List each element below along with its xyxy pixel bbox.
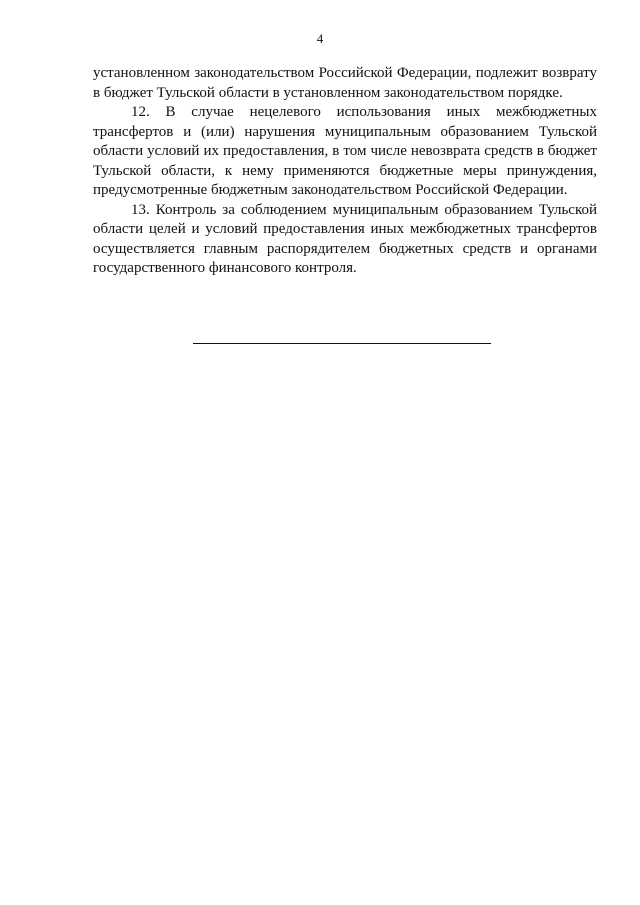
document-end-line	[193, 343, 491, 344]
page-number: 4	[316, 31, 324, 46]
paragraph-12: 12. В случае нецелевого использования иных межбюджетных трансфертов и (или) нарушения муниципальным образованием Тульской области условий их предоставления, в том числе невозврата средств в бюджет Тульской области, к нему применяются бюджетные меры принуждения, предусмотренные бюджетным законодательством Российской Федерации.	[93, 104, 597, 198]
document-body	[93, 64, 597, 279]
paragraph-13: 13. Контроль за соблюдением муниципальным образованием Тульской области целей и условий предоставления иных межбюджетных трансфертов осуществляется главным распорядителем бюджетных средств и органами государственного финансового контроля.	[93, 201, 597, 276]
paragraph-continuation: установленном законодательством Российской Федерации, подлежит возврату в бюджет Тульской области в установленном законодательством порядке.	[93, 65, 597, 101]
